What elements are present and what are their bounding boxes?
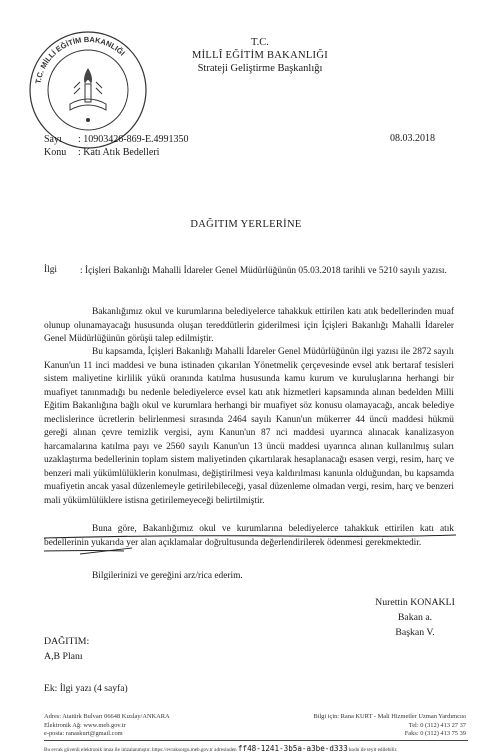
recipient-title: DAĞITIM YERLERİNE	[190, 219, 302, 230]
header-tc: T.C.	[251, 37, 269, 48]
konu-value: : Katı Atık Bedelleri	[78, 147, 160, 158]
signature-block	[340, 595, 490, 640]
signer-role-1: Bakan a.	[397, 612, 433, 623]
document-date: 08.03.2018	[390, 133, 435, 144]
footer-contact	[44, 713, 170, 739]
handwritten-underline	[40, 532, 460, 562]
footer-web: Elektronik Ağ: www.meb.gov.tr	[44, 721, 126, 729]
verification-suffix: kodu ile teyit edilebilir.	[348, 747, 398, 753]
konu-label: Konu	[44, 147, 67, 158]
paragraph-1: Bakanlığımız okul ve kurumlarına belediyelerce tahakkuk ettirilen katı atık bedellerinden muaf olunup olunamayacağı hususunda oluşan tereddütlerin giderilmesi için İçişleri Bakanlığı Mahalli İdareler Genel Müdürlüğünün görüşü talep edilmiştir.	[44, 307, 454, 344]
footer-info-person: Bilgi için: Rana KURT - Mali Hizmetler Uzman Yardımcısı	[313, 713, 466, 720]
sayi-label: Sayı	[44, 134, 62, 145]
verification-prefix: Bu evrak güvenli elektronik imza ile imzalanmıştır. https://evraksorgu.meb.gov.tr adresinden	[44, 747, 237, 753]
ilgi-text: : İçişleri Bakanlığı Mahalli İdareler Genel Müdürlüğünün 05.03.2018 tarihli ve 5210 sayılı yazısı.	[80, 266, 447, 276]
paragraph-4: Bilgilerinizi ve gereğini arz/rica ederim.	[92, 571, 243, 581]
footer-tel: Tel: 0 (312) 413 27 37	[408, 721, 466, 729]
document-meta	[44, 133, 189, 159]
letterhead	[150, 36, 370, 75]
distribution-label: DAĞITIM:	[44, 636, 90, 647]
konu-row	[44, 146, 189, 159]
footer-email: e-posta: ranaskurt@gmail.com	[44, 730, 123, 738]
distribution-block	[44, 634, 89, 664]
paragraph-3: Buna göre, Bakanlığımız okul ve kurumlarına belediyelerce tahakkuk ettirilen katı atık bedellerinin yukarıda yer alan açıklamalar doğrultusunda değerlendirilerek ödenmesi gerekmektedir.	[44, 524, 454, 548]
header-ministry: MİLLÎ EĞİTİM BAKANLIĞI	[191, 50, 329, 61]
footer-info	[306, 713, 466, 739]
signer-name: Nurettin KONAKLI	[375, 597, 455, 608]
header-department: Strateji Geliştirme Başkanlığı	[197, 63, 323, 74]
ilgi-label: İlgi	[44, 265, 58, 275]
attachment-line: Ek: İlgi yazı (4 sayfa)	[44, 683, 128, 694]
sayi-value: : 10903426-869-E.4991350	[78, 134, 189, 145]
verification-code: ff48-1241-3b5a-a3be-d333	[237, 744, 348, 753]
footer-address: Adres: Atatürk Bulvarı 06648 Kızılay/ANKARA	[44, 713, 170, 720]
signer-role-2: Başkan V.	[395, 627, 435, 638]
svg-text:T.C. MİLLİ EĞİTİM BAKANLIĞI: T.C. MİLLİ EĞİTİM BAKANLIĞI	[33, 34, 127, 85]
sayi-row	[44, 133, 189, 146]
distribution-value: A,B Planı	[44, 651, 83, 662]
footer-divider	[44, 740, 468, 741]
verification-line	[44, 744, 397, 753]
footer-fax: Faks: 0 (312) 413 75 39	[404, 730, 466, 738]
paragraph-2: Bu kapsamda, İçişleri Bakanlığı Mahalli İdareler Genel Müdürlüğünün ilgi yazısı ile 2872 sayılı Kanun'un 11 inci maddesi ve buna istinaden çıkarılan Yönetmelik çerçevesinde evsel atık bertaraf tesisleri sistem maliyetine kirlilik yükü oranında katılma hususunda kamu kurum ve kuruluşlarına herhangi bir muafiyet tanınmadığı bu nedenle belediyelerce evsel katı atık hizmetleri kapsamında alınan bedelden Milli Eğitim Bakanlığına bağlı okul ve kurumlara herhangi bir muafiyet söz konusu olamayacağı, ancak belediye meclislerince ücretlerin belirlenmesi sırasında 2464 sayılı Kanun'un mükerrer 44 üncü maddesi hükmü gereği alınan çevre temizlik vergisi, aynı Kanun'un 87 nci maddesi uyarınca alınacak kanalizasyon harcamalarına katılma payı ve 2560 sayılı Kanun'un 13 üncü maddesi uyarınca alınan kullanılmış suları uzaklaştırma bedellerinin toplam sistem maliyetinden çıkartılarak hesaplanacağı esasen vergi, resim, harç ve benzeri mali yükümlülüklerin konulması, değiştirilmesi veya kaldırılması kanunla olduğundan, bu kapsamda muafiyetin ancak yasal düzenlemeyle getirilebileceği, yasal düzenleme olmadan vergi, resim, harç ve benzeri mali yükümlülüklere istisna getirilemeyeceği belirtilmiştir.	[44, 347, 454, 506]
